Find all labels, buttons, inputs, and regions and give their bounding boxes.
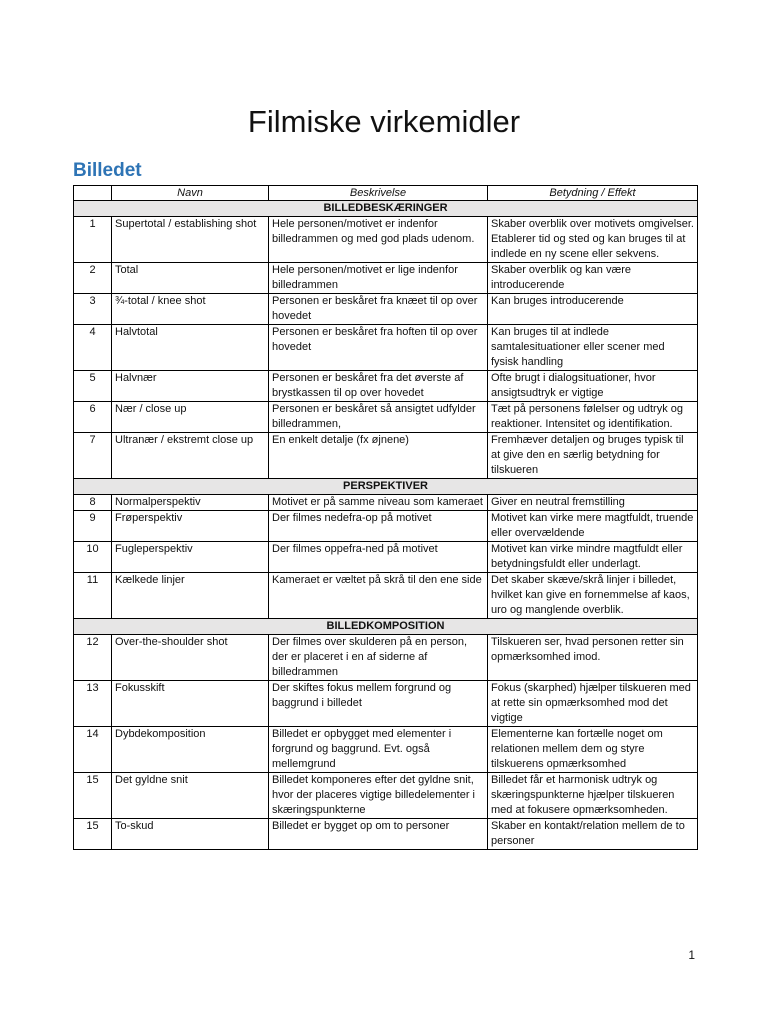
technique-name: Fokusskift bbox=[112, 681, 269, 727]
technique-description: Personen er beskåret fra knæet til op over hovedet bbox=[269, 294, 488, 325]
technique-effect: Kan bruges til at indlede samtalesituationer eller scener med fysisk handling bbox=[488, 325, 698, 371]
row-number: 2 bbox=[74, 263, 112, 294]
table-row bbox=[74, 217, 698, 263]
table-row bbox=[74, 773, 698, 819]
technique-name: Kælkede linjer bbox=[112, 573, 269, 619]
technique-effect: Motivet kan virke mere magtfuldt, truende eller overvældende bbox=[488, 511, 698, 542]
technique-description: Hele personen/motivet er indenfor billedrammen og med god plads udenom. bbox=[269, 217, 488, 263]
technique-name: Halvtotal bbox=[112, 325, 269, 371]
row-number: 11 bbox=[74, 573, 112, 619]
row-number: 15 bbox=[74, 819, 112, 850]
category-row bbox=[74, 201, 698, 217]
row-number: 13 bbox=[74, 681, 112, 727]
technique-effect: Motivet kan virke mindre magtfuldt eller betydningsfuldt eller underlagt. bbox=[488, 542, 698, 573]
row-number: 15 bbox=[74, 773, 112, 819]
technique-description: Personen er beskåret så ansigtet udfylder billedrammen, bbox=[269, 402, 488, 433]
row-number: 1 bbox=[74, 217, 112, 263]
technique-description: Personen er beskåret fra det øverste af brystkassen til op over hovedet bbox=[269, 371, 488, 402]
row-number: 6 bbox=[74, 402, 112, 433]
table-row bbox=[74, 681, 698, 727]
row-number: 5 bbox=[74, 371, 112, 402]
table-row bbox=[74, 371, 698, 402]
technique-effect: Tilskueren ser, hvad personen retter sin opmærksomhed imod. bbox=[488, 635, 698, 681]
technique-effect: Fokus (skarphed) hjælper tilskueren med at rette sin opmærksomhed mod det vigtige bbox=[488, 681, 698, 727]
header-row bbox=[74, 186, 698, 201]
header-beskrivelse: Beskrivelse bbox=[269, 186, 488, 201]
table-row bbox=[74, 511, 698, 542]
table-row bbox=[74, 635, 698, 681]
table-row bbox=[74, 819, 698, 850]
technique-name: Ultranær / ekstremt close up bbox=[112, 433, 269, 479]
technique-effect: Det skaber skæve/skrå linjer i billedet, hvilket kan give en fornemmelse af kaos, uro og manglende overblik. bbox=[488, 573, 698, 619]
table-body bbox=[74, 201, 698, 850]
technique-description: Der filmes oppefra-ned på motivet bbox=[269, 542, 488, 573]
technique-effect: Skaber overblik over motivets omgivelser. Etablerer tid og sted og kan bruges til at indlede en ny scene eller sekvens. bbox=[488, 217, 698, 263]
technique-effect: Skaber overblik og kan være introducerende bbox=[488, 263, 698, 294]
technique-name: Det gyldne snit bbox=[112, 773, 269, 819]
row-number: 7 bbox=[74, 433, 112, 479]
table-row bbox=[74, 495, 698, 511]
header-navn: Navn bbox=[112, 186, 269, 201]
technique-description: Der filmes nedefra-op på motivet bbox=[269, 511, 488, 542]
category-row bbox=[74, 619, 698, 635]
table-row bbox=[74, 263, 698, 294]
technique-name: Total bbox=[112, 263, 269, 294]
table-row bbox=[74, 402, 698, 433]
technique-name: Over-the-shoulder shot bbox=[112, 635, 269, 681]
row-number: 14 bbox=[74, 727, 112, 773]
page-number: 1 bbox=[688, 948, 695, 962]
technique-name: Frøperspektiv bbox=[112, 511, 269, 542]
technique-description: Motivet er på samme niveau som kameraet bbox=[269, 495, 488, 511]
technique-name: Halvnær bbox=[112, 371, 269, 402]
header-number bbox=[74, 186, 112, 201]
table-row bbox=[74, 542, 698, 573]
technique-effect: Kan bruges introducerende bbox=[488, 294, 698, 325]
technique-effect: Fremhæver detaljen og bruges typisk til at give den en særlig betydning for tilskueren bbox=[488, 433, 698, 479]
technique-name: Fugleperspektiv bbox=[112, 542, 269, 573]
category-heading: BILLEDKOMPOSITION bbox=[74, 619, 698, 635]
technique-effect: Tæt på personens følelser og udtryk og reaktioner. Intensitet og identifikation. bbox=[488, 402, 698, 433]
page-title: Filmiske virkemidler bbox=[247, 104, 521, 139]
technique-name: Supertotal / establishing shot bbox=[112, 217, 269, 263]
table-row bbox=[74, 433, 698, 479]
technique-description: Hele personen/motivet er lige indenfor billedrammen bbox=[269, 263, 488, 294]
technique-description: En enkelt detalje (fx øjnene) bbox=[269, 433, 488, 479]
table-header bbox=[74, 186, 698, 201]
technique-description: Der skiftes fokus mellem forgrund og baggrund i billedet bbox=[269, 681, 488, 727]
technique-effect: Ofte brugt i dialogsituationer, hvor ansigtsudtryk er vigtige bbox=[488, 371, 698, 402]
table-row bbox=[74, 294, 698, 325]
row-number: 9 bbox=[74, 511, 112, 542]
category-heading: BILLEDBESKÆRINGER bbox=[74, 201, 698, 217]
table-row bbox=[74, 325, 698, 371]
technique-name: Nær / close up bbox=[112, 402, 269, 433]
row-number: 4 bbox=[74, 325, 112, 371]
category-heading: PERSPEKTIVER bbox=[74, 479, 698, 495]
row-number: 3 bbox=[74, 294, 112, 325]
row-number: 8 bbox=[74, 495, 112, 511]
film-techniques-table bbox=[73, 185, 698, 850]
technique-name: Normalperspektiv bbox=[112, 495, 269, 511]
row-number: 10 bbox=[74, 542, 112, 573]
technique-effect: Giver en neutral fremstilling bbox=[488, 495, 698, 511]
technique-description: Billedet er opbygget med elementer i forgrund og baggrund. Evt. også mellemgrund bbox=[269, 727, 488, 773]
technique-effect: Skaber en kontakt/relation mellem de to personer bbox=[488, 819, 698, 850]
row-number: 12 bbox=[74, 635, 112, 681]
category-row bbox=[74, 479, 698, 495]
technique-name: ¾-total / knee shot bbox=[112, 294, 269, 325]
header-betydning: Betydning / Effekt bbox=[488, 186, 698, 201]
technique-description: Billedet er bygget op om to personer bbox=[269, 819, 488, 850]
table-row bbox=[74, 573, 698, 619]
technique-description: Der filmes over skulderen på en person, der er placeret i en af siderne af billedrammen bbox=[269, 635, 488, 681]
technique-description: Kameraet er væltet på skrå til den ene side bbox=[269, 573, 488, 619]
technique-effect: Billedet får et harmonisk udtryk og skæringspunkterne hjælper tilskueren med at fokusere opmærksomheden. bbox=[488, 773, 698, 819]
technique-name: Dybdekomposition bbox=[112, 727, 269, 773]
technique-name: To-skud bbox=[112, 819, 269, 850]
technique-description: Personen er beskåret fra hoften til op over hovedet bbox=[269, 325, 488, 371]
section-heading: Billedet bbox=[73, 160, 142, 181]
technique-description: Billedet komponeres efter det gyldne snit, hvor der placeres vigtige billedelementer i skæringspunkterne bbox=[269, 773, 488, 819]
table-row bbox=[74, 727, 698, 773]
technique-effect: Elementerne kan fortælle noget om relationen mellem dem og styre tilskuerens opmærksomhed bbox=[488, 727, 698, 773]
